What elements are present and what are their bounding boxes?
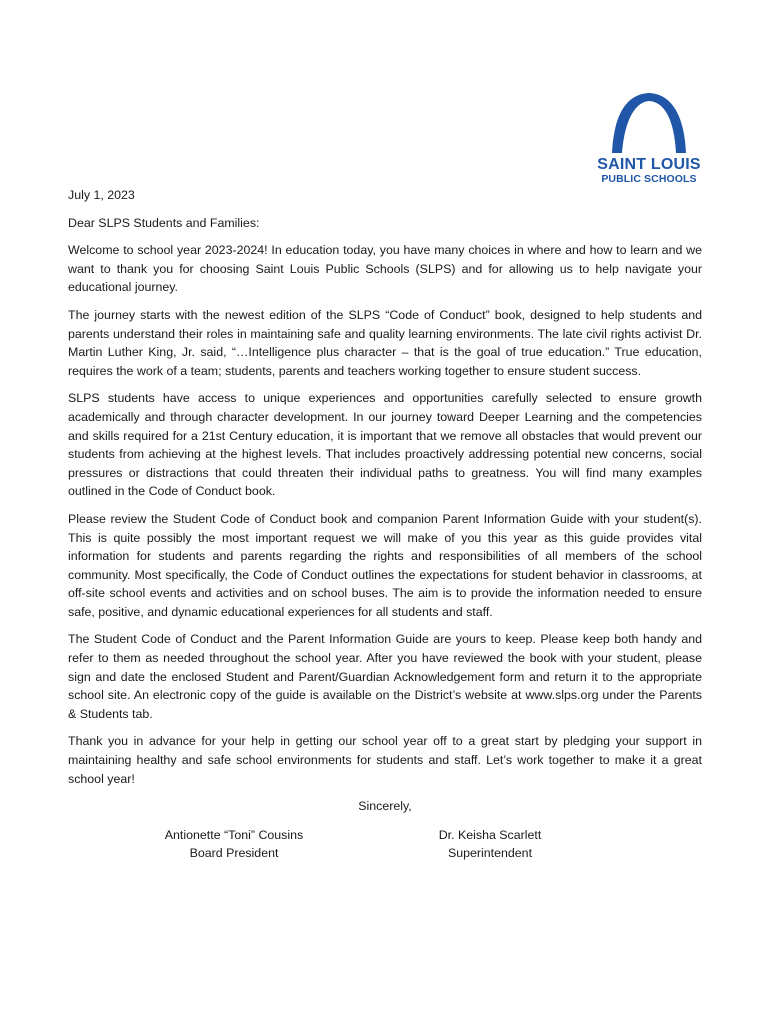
letter-body <box>68 186 702 866</box>
letter-paragraph: Welcome to school year 2023-2024! In education today, you have many choices in where and how to learn and we want to thank you for choosing Saint Louis Public Schools (SLPS) and for allowing us to help navigate your educational journey. <box>68 243 702 295</box>
logo-line-public-schools: PUBLIC SCHOOLS <box>601 173 697 185</box>
letter-paragraph: The journey starts with the newest edition of the SLPS “Code of Conduct” book, designed to help students and parents understand their roles in maintaining safe and quality learning environments. The late civil rights activist Dr. Martin Luther King, Jr. said, “…Intelligence plus character – that is the goal of true education.” True education, requires the work of a team; students, parents and teachers working together to ensure student success. <box>68 307 702 378</box>
logo-line-saint-louis: SAINT LOUIS <box>597 156 701 173</box>
letter-paragraph: The Student Code of Conduct and the Parent Information Guide are yours to keep. Please keep both handy and refer to them as needed throughout the school year. After you have reviewed the book with your student, please sign and date the enclosed Student and Parent/Guardian Acknowledgement form and return it to the appropriate school site. An electronic copy of the guide is available on the District’s website at www.slps.org under the Parents & Students tab. <box>68 632 702 721</box>
signatory-title: Superintendent <box>447 846 533 861</box>
letter-paragraph: Please review the Student Code of Conduct book and companion Parent Information Guide with your student(s). This is quite possibly the most important request we will make of you this year as this guide provides vital information for students and parents regarding the rights and responsibilities of all members of the school community. Most specifically, the Code of Conduct outlines the expectations for student behavior in classrooms, at off-site school events and activities and on school buses. The aim is to provide the information needed to ensure safe, positive, and dynamic educational experiences for all students and staff. <box>68 511 702 619</box>
signatory-name: Antionette “Toni” Cousins <box>164 827 304 842</box>
letter-paragraph: Thank you in advance for your help in getting our school year off to a great start by pledging your support in maintaining healthy and safe school environments for students and staff. Let’s work together to make it a great school year! <box>68 734 702 786</box>
signatory-title: Board President <box>189 846 279 861</box>
letter-date: July 1, 2023 <box>68 188 135 202</box>
signatory-name: Dr. Keisha Scarlett <box>438 827 542 842</box>
signatory-superintendent <box>400 826 580 863</box>
letter-paragraph: SLPS students have access to unique experiences and opportunities carefully selected to ensure growth academically and through character development. In our journey toward Deeper Learning and the competencies and skills required for a 21st Century education, it is important that we remove all obstacles that would prevent our students from achieving at the highest levels. That includes proactively addressing potential new concerns, social pressures or distractions that could threaten their individual paths to greatness. You will find many examples outlined in the Code of Conduct book. <box>68 391 702 499</box>
signature-block <box>68 826 702 866</box>
signatory-board-president <box>144 826 324 863</box>
letter-greeting: Dear SLPS Students and Families: <box>68 215 260 230</box>
slps-logo <box>592 92 706 185</box>
gateway-arch-icon <box>592 92 706 154</box>
letter-closing: Sincerely, <box>358 799 412 814</box>
